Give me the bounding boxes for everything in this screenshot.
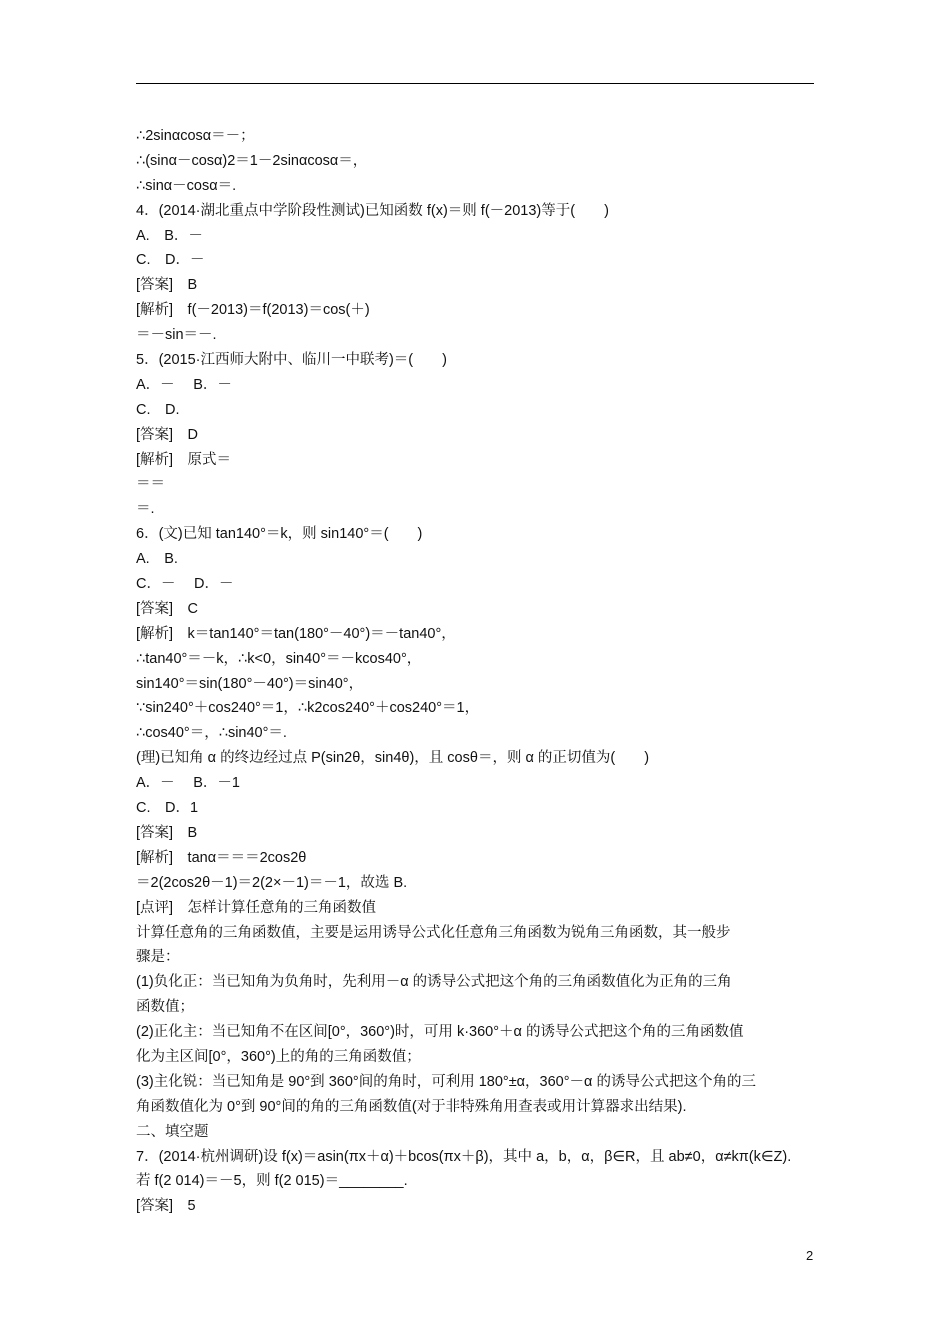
answer-line: [答案] B — [136, 824, 198, 841]
document-body — [136, 124, 816, 1219]
options-ab: A. B．－ — [136, 227, 203, 244]
text-line: (2)正化主：当已知角不在区间[0°，360°)时，可用 k·360°＋α 的诱导公式把这个角的三角函数值 — [136, 1024, 744, 1041]
options-ab: A．－ B．－ — [136, 376, 232, 393]
answer-line: [答案] B — [136, 277, 198, 294]
analysis-line: [解析] tanα＝＝＝2cos2θ — [136, 849, 307, 866]
text-line: ∴(sinα－cosα)2＝1－2sinαcosα＝， — [136, 152, 368, 169]
text-line: 函数值； — [136, 999, 194, 1016]
question-5: 5．(2015·江西师大附中、临川一中联考)＝( ) — [136, 352, 447, 369]
text-line: ∴tan40°＝－k，∴k<0，sin40°＝－kcos40°， — [136, 650, 422, 667]
text-line: ＝＝ — [136, 476, 165, 493]
text-line: sin140°＝sin(180°－40°)＝sin40°， — [136, 675, 364, 692]
options-cd: C．－ D．－ — [136, 576, 234, 593]
text-line: 计算任意角的三角函数值，主要是运用诱导公式化任意角三角函数为锐角三角函数，其一般步 — [136, 924, 731, 941]
question-4: 4．(2014·湖北重点中学阶段性测试)已知函数 f(x)＝则 f(－2013)等于( ) — [136, 202, 609, 219]
answer-line: [答案] 5 — [136, 1198, 196, 1215]
comment-heading: [点评] 怎样计算任意角的三角函数值 — [136, 899, 377, 916]
text-line: ＝－sin＝－. — [136, 327, 217, 344]
text-line: ∴cos40°＝，∴sin40°＝. — [136, 725, 287, 742]
options-ab: A．－ B．－1 — [136, 775, 240, 792]
text-line: (1)负化正：当已知角为负角时，先利用－α 的诱导公式把这个角的三角函数值化为正角的三角 — [136, 974, 732, 991]
section-heading: 二、填空题 — [136, 1123, 209, 1140]
analysis-line: [解析] f(－2013)＝f(2013)＝cos(＋) — [136, 302, 370, 319]
answer-line: [答案] C — [136, 600, 199, 617]
text-line: 角函数值化为 0°到 90°间的角的三角函数值(对于非特殊角用查表或用计算器求出结果). — [136, 1098, 687, 1115]
text-line: ∴sinα－cosα＝. — [136, 177, 237, 194]
text-line: ＝. — [136, 501, 155, 518]
question-6-science: (理)已知角 α 的终边经过点 P(sin2θ，sin4θ)，且 cosθ＝，则 α 的正切值为( ) — [136, 750, 650, 767]
header-rule — [136, 83, 814, 84]
text-line: (3)主化锐：当已知角是 90°到 360°间的角时，可利用 180°±α，360°－α 的诱导公式把这个角的三 — [136, 1073, 756, 1090]
analysis-line: [解析] k＝tan140°＝tan(180°－40°)＝－tan40°， — [136, 625, 456, 642]
options-cd: C. D. — [136, 401, 180, 418]
text-line: ∴2sinαcosα＝－； — [136, 128, 255, 144]
question-6: 6．(文)已知 tan140°＝k，则 sin140°＝( ) — [136, 526, 423, 543]
text-line: ＝2(2cos2θ－1)＝2(2×－1)＝－1，故选 B. — [136, 874, 408, 891]
options-cd: C. D．1 — [136, 800, 199, 817]
question-7: 7．(2014·杭州调研)设 f(x)＝asin(πx＋α)＋bcos(πx＋β)，其中 a，b，α，β∈R，且 ab≠0，α≠kπ(k∈Z). — [136, 1148, 792, 1165]
options-cd: C. D．－ — [136, 252, 205, 269]
text-line: ∵sin240°＋cos240°＝1，∴k2cos240°＋cos240°＝1， — [136, 700, 480, 717]
text-line: 骤是： — [136, 949, 180, 966]
answer-line: [答案] D — [136, 426, 199, 443]
text-line: 若 f(2 014)＝－5，则 f(2 015)＝________. — [136, 1173, 408, 1190]
page-number: 2 — [806, 1248, 814, 1263]
options-ab: A. B. — [136, 551, 178, 568]
text-line: 化为主区间[0°，360°)上的角的三角函数值； — [136, 1048, 421, 1065]
analysis-line: [解析] 原式＝ — [136, 451, 232, 468]
